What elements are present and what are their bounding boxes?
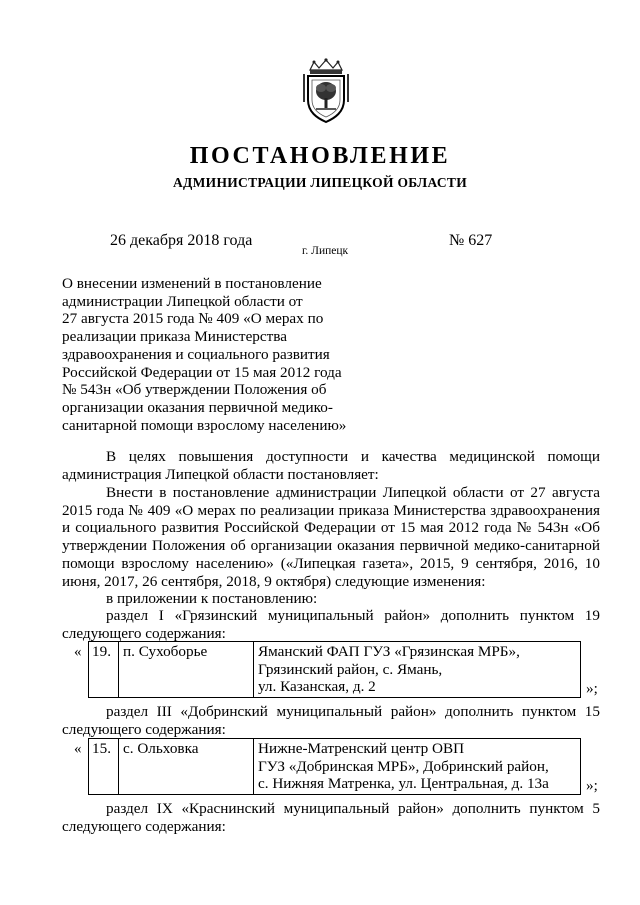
paragraph-section-2 [62, 703, 600, 738]
table-cell-number: 15. [89, 739, 119, 795]
heading-line: санитарной помощи взрослому населению» [62, 416, 347, 434]
heading-line: здравоохранения и социального развития [62, 345, 330, 363]
table-row [89, 642, 581, 698]
document-title: ПОСТАНОВЛЕНИЕ [189, 143, 451, 169]
body-line: помощи взрослому населению» («Липецкая газета», 2015, 9 сентября, 2016, 10 [62, 554, 600, 572]
body-line: июня, 2017, 26 сентября, 2018, 9 октября) следующие изменения: [62, 572, 486, 590]
body-line: и социального развития Российской Федерации от 15 мая 2012 года № 543н «Об [62, 519, 600, 537]
document-city: г. Липецк [302, 245, 349, 257]
org-line: ул. Казанская, д. 2 [258, 678, 376, 696]
body-line: утверждении Положения об организации оказания первичной медико-санитарной [62, 537, 600, 555]
close-quote: »; [586, 680, 598, 697]
body-line: В целях повышения доступности и качества медицинской помощи [106, 448, 600, 465]
table-cell-organization [254, 642, 581, 698]
heading-line: 27 августа 2015 года № 409 «О мерах по [62, 310, 324, 328]
paragraph-appendix [62, 590, 600, 608]
document-heading [62, 275, 362, 434]
org-line: Грязинский район, с. Ямань, [258, 660, 443, 678]
paragraph-section-1 [62, 607, 600, 642]
document-date: 26 декабря 2018 года [110, 232, 253, 249]
body-line: раздел III «Добринский муниципальный район» дополнить пунктом 15 [106, 703, 600, 720]
heading-line: организации оказания первичной медико- [62, 398, 333, 416]
issuer-name: АДМИНИСТРАЦИИ ЛИПЕЦКОЙ ОБЛАСТИ [172, 175, 468, 190]
heading-line: О внесении изменений в постановление [62, 275, 322, 292]
body-line: в приложении к постановлению: [106, 590, 318, 607]
insert-table-2 [88, 738, 581, 795]
org-line: Нижне-Матренский центр ОВП [258, 740, 465, 757]
org-line: Яманский ФАП ГУЗ «Грязинская МРБ», [258, 643, 520, 660]
body-line: Внести в постановление администрации Липецкой области от 27 августа [106, 484, 600, 501]
insert-table-1 [88, 641, 581, 698]
coat-of-arms-icon [302, 58, 350, 124]
org-line: с. Нижняя Матренка, ул. Центральная, д. 13а [258, 775, 549, 793]
table-cell-place: с. Ольховка [119, 739, 254, 795]
body-line: раздел I «Грязинский муниципальный район» дополнить пунктом 19 [106, 607, 600, 624]
table-cell-number: 19. [89, 642, 119, 698]
open-quote: « [74, 644, 82, 660]
body-line: следующего содержания: [62, 817, 226, 835]
table-row [89, 739, 581, 795]
document-number: № 627 [449, 232, 493, 249]
paragraph-section-3 [62, 800, 600, 835]
table-cell-organization [254, 739, 581, 795]
body-line: следующего содержания: [62, 720, 226, 738]
body-line: 2015 года № 409 «О мерах по реализации приказа Министерства здравоохранения [62, 501, 600, 519]
heading-line: реализации приказа Министерства [62, 328, 287, 346]
heading-line: Российской Федерации от 15 мая 2012 года [62, 363, 342, 381]
heading-line: администрации Липецкой области от [62, 292, 303, 310]
body-line: раздел IX «Краснинский муниципальный район» дополнить пунктом 5 [106, 800, 600, 817]
heading-line: № 543н «Об утверждении Положения об [62, 381, 327, 399]
open-quote: « [74, 741, 82, 757]
body-line: администрация Липецкой области постановляет: [62, 465, 379, 483]
paragraph-amendment [62, 484, 600, 590]
table-cell-place: п. Сухоборье [119, 642, 254, 698]
close-quote: »; [586, 777, 598, 794]
org-line: ГУЗ «Добринская МРБ», Добринский район, [258, 757, 549, 775]
paragraph-preamble [62, 448, 600, 483]
body-line: следующего содержания: [62, 624, 226, 642]
